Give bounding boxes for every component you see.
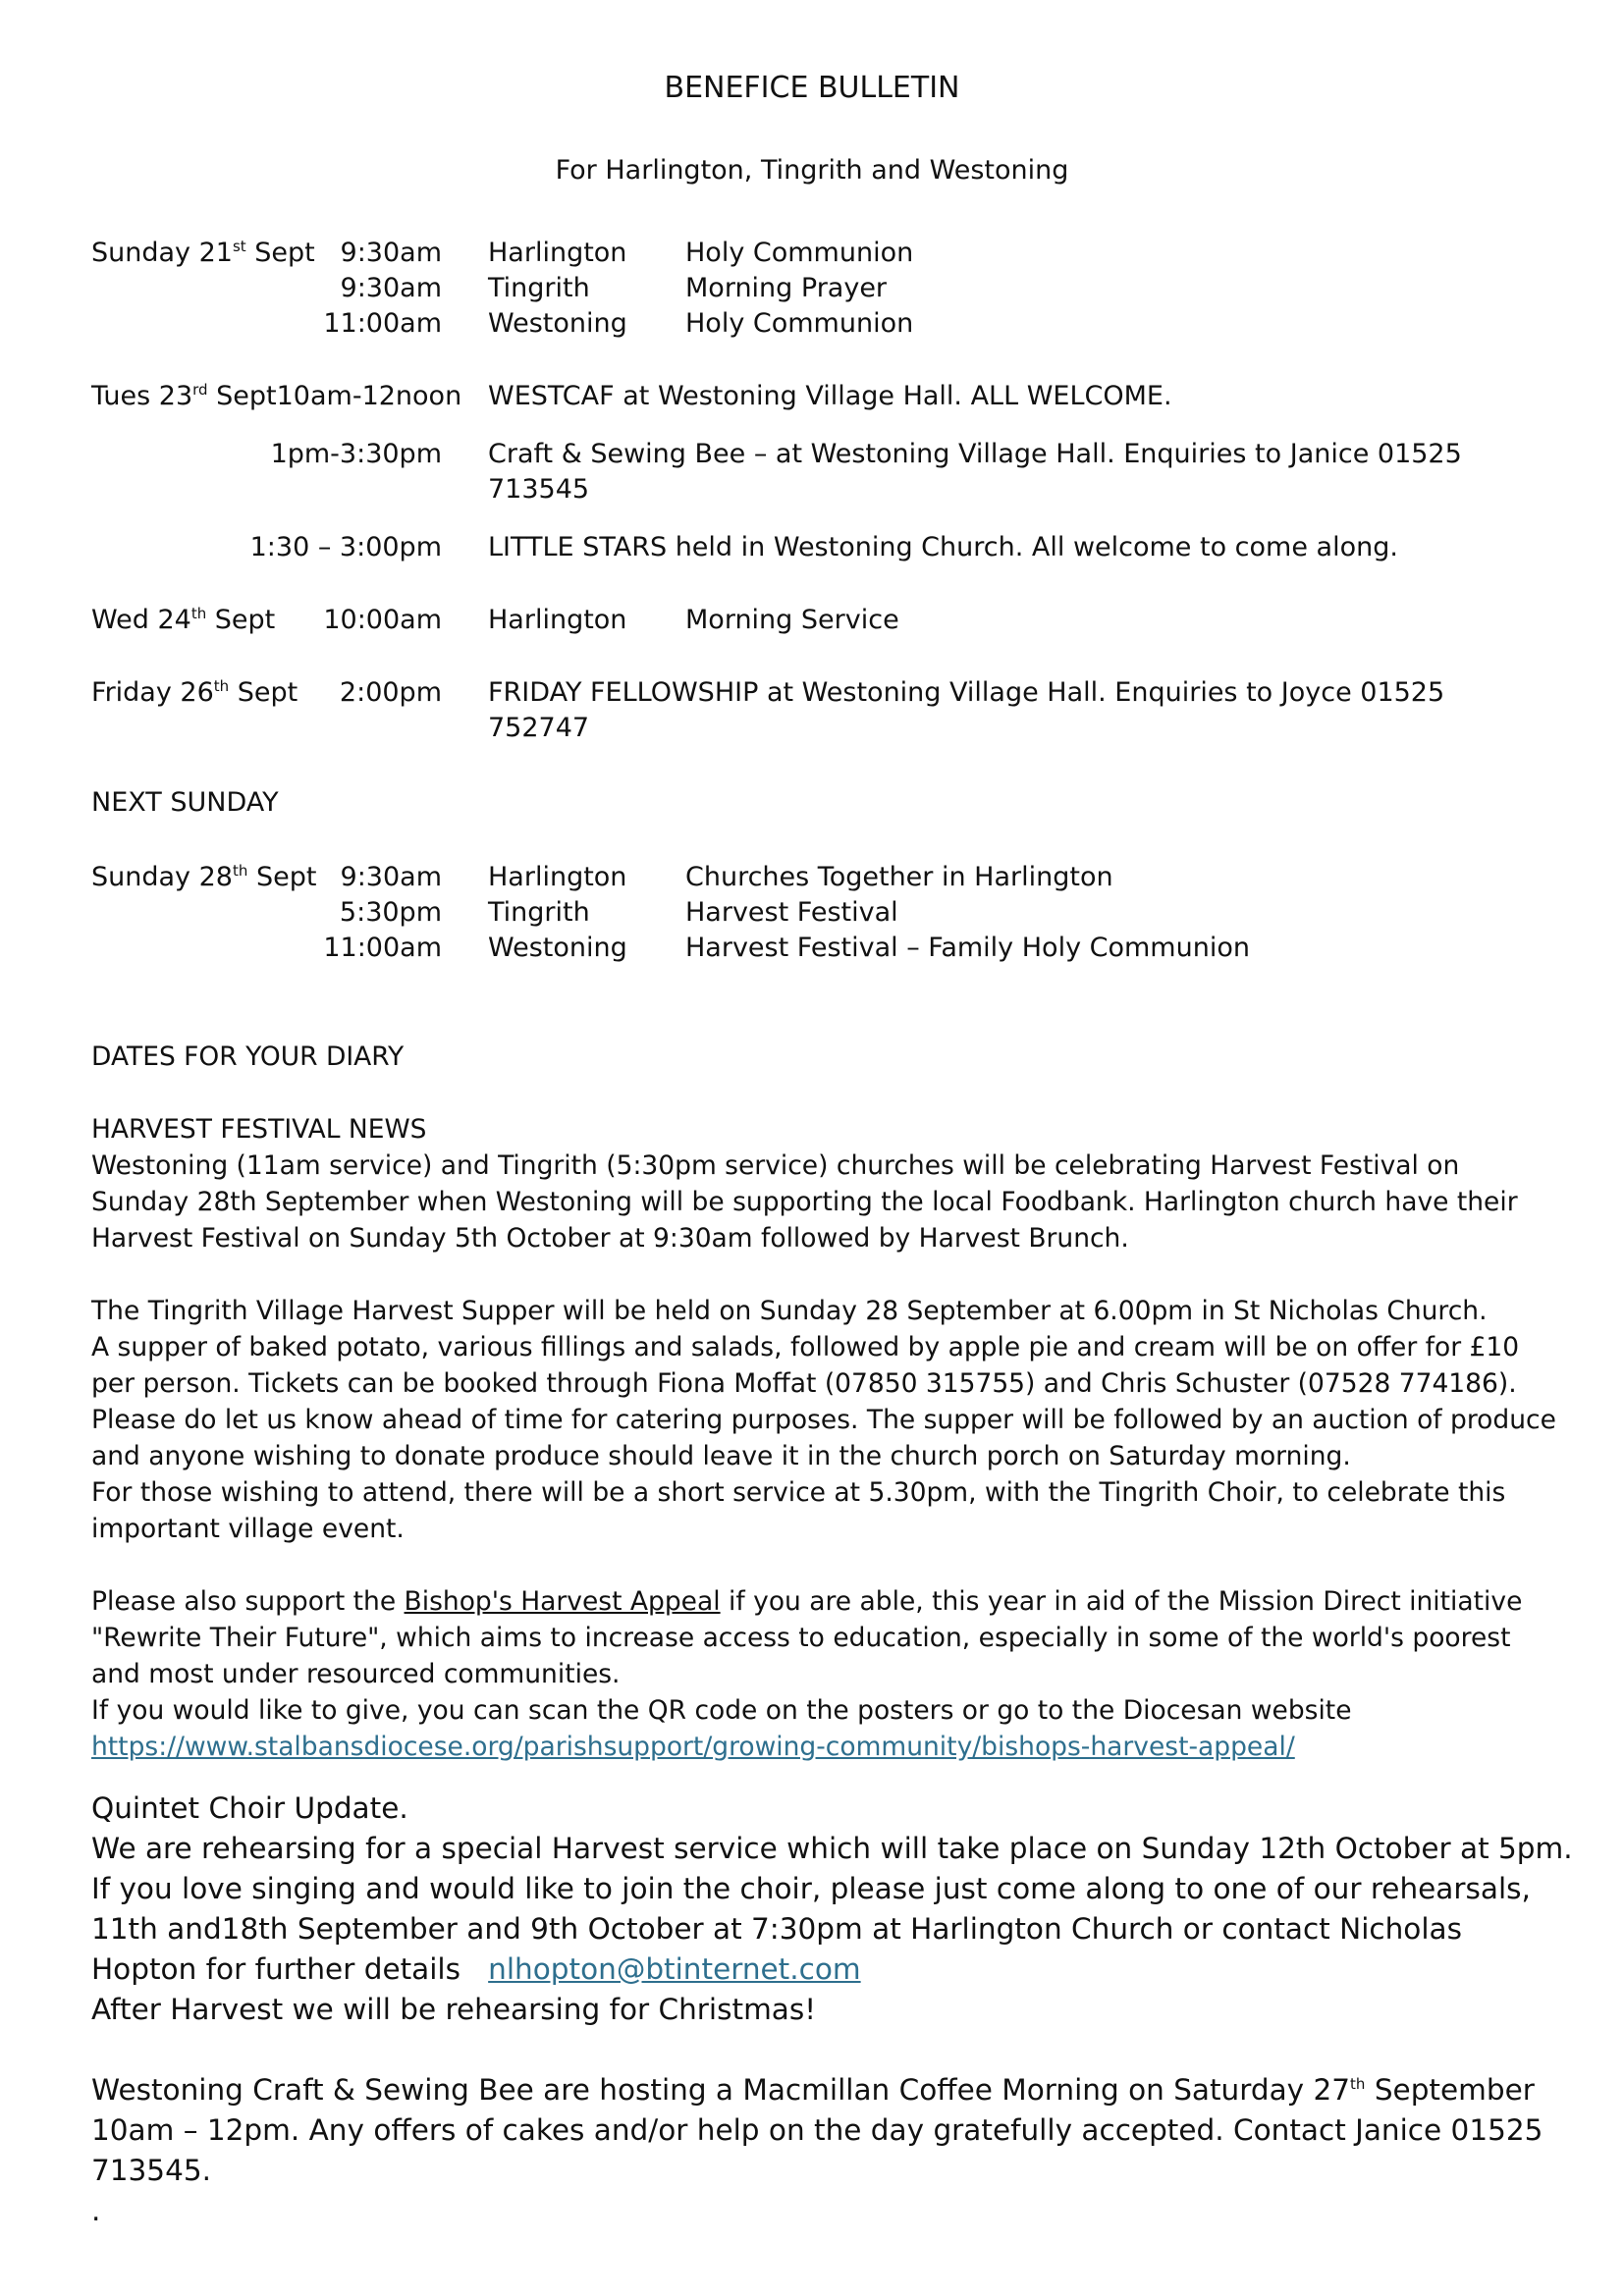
schedule-service: Churches Together in Harlington <box>685 862 1113 892</box>
schedule-time: 9:30am <box>340 273 442 303</box>
schedule-time: 5:30pm <box>339 897 442 928</box>
appeal-paragraph: Please also support the Bishop's Harvest Appeal if you are able, this year in aid of the Mission Direct initiative "Rewrite Their Future", which aims to increase access to education, especially in some of the world's poorest and most under resourced communities. <box>91 1586 1523 1689</box>
schedule-time: 9:30am <box>340 238 442 268</box>
supper-line-1: The Tingrith Village Harvest Supper will be held on Sunday 28 September at 6.00pm in St Nicholas Church. <box>91 1296 1488 1326</box>
email-link[interactable]: nlhopton@btinternet.com <box>488 1952 861 1986</box>
supper-line-3: For those wishing to attend, there will be a short service at 5.30pm, with the Tingrith Choir, to celebrate this important village event. <box>91 1477 1506 1544</box>
schedule-time: 9:30am <box>340 862 442 892</box>
schedule-day-fri26: Friday 26th Sept <box>91 677 298 708</box>
schedule-time: 1pm-3:30pm <box>270 439 442 469</box>
schedule-place: Westoning <box>488 933 627 963</box>
schedule-day-sun28: Sunday 28th Sept <box>91 862 317 892</box>
schedule-place: Harlington <box>488 238 627 268</box>
schedule-event-phone: 752747 <box>488 713 590 743</box>
harvest-heading: HARVEST FESTIVAL NEWS <box>91 1114 427 1145</box>
schedule-service: Harvest Festival – Family Holy Communion <box>685 933 1250 963</box>
schedule-day-sun21: Sunday 21st Sept <box>91 238 315 268</box>
schedule-place: Harlington <box>488 862 627 892</box>
schedule-service: Harvest Festival <box>685 897 898 928</box>
schedule-day-wed24: Wed 24th Sept <box>91 605 276 635</box>
schedule-place: Tingrith <box>488 897 590 928</box>
schedule-place: Harlington <box>488 605 627 635</box>
schedule-event-friday-fellowship: FRIDAY FELLOWSHIP at Westoning Village Hall. Enquiries to Joyce 01525 <box>488 677 1445 708</box>
trailing-dot: . <box>91 2194 101 2227</box>
schedule-event-westcaf: WESTCAF at Westoning Village Hall. ALL WELCOME. <box>488 381 1172 411</box>
quintet-section <box>91 1789 1574 2231</box>
schedule-time: 11:00am <box>323 933 442 963</box>
page-subtitle: For Harlington, Tingrith and Westoning <box>555 155 1069 186</box>
diary-section <box>91 1039 1564 1765</box>
macmillan-text: Westoning Craft & Sewing Bee are hosting a Macmillan Coffee Morning on Saturday 27th September 10am – 12pm. Any offers of cakes and/or help on the day gratefully accepted. Contact Janice 01525 713545. <box>91 2073 1543 2187</box>
diary-heading: DATES FOR YOUR DIARY <box>91 1041 405 1072</box>
schedule-time: 10:00am <box>323 605 442 635</box>
schedule-place: Tingrith <box>488 273 590 303</box>
supper-line-2: A supper of baked potato, various fillings and salads, followed by apple pie and cream will be on offer for £10 per person. Tickets can be booked through Fiona Moffat (07850 315755) and Chris Schuster (07528 774186). Please do let us know ahead of time for catering purposes. The supper will be followed by an auction of produce and anyone wishing to donate produce should leave it in the church porch on Saturday morning. <box>91 1332 1556 1471</box>
schedule-event-phone: 713545 <box>488 474 590 505</box>
next-sunday-heading: NEXT SUNDAY <box>91 787 279 818</box>
page-title: BENEFICE BULLETIN <box>664 71 960 105</box>
schedule-day-tue23: Tues 23rd Sept10am-12noon <box>91 381 462 411</box>
schedule-time: 1:30 – 3:00pm <box>249 532 442 562</box>
schedule-place: Westoning <box>488 308 627 339</box>
quintet-text: We are rehearsing for a special Harvest service which will take place on Sunday 12th October at 5pm. If you love singing and would like to join the choir, please just come along to one of our rehearsals, 11th and18th September and 9th October at 7:30pm at Harlington Church or contact Nicholas Hopton for further details nlhopton@btinternet.com <box>91 1832 1573 1986</box>
schedule-service: Holy Communion <box>685 238 914 268</box>
schedule-event-craft-bee: Craft & Sewing Bee – at Westoning Village Hall. Enquiries to Janice 01525 <box>488 439 1462 469</box>
diocese-link[interactable]: https://www.stalbansdiocese.org/parishsupport/growing-community/bishops-harvest-appeal/ <box>91 1732 1295 1762</box>
schedule-service: Morning Service <box>685 605 899 635</box>
schedule-time: 2:00pm <box>339 677 442 708</box>
give-text: If you would like to give, you can scan the QR code on the posters or go to the Diocesan website <box>91 1695 1352 1726</box>
harvest-text: Westoning (11am service) and Tingrith (5:30pm service) churches will be celebrating Harvest Festival on Sunday 28th September when Westoning will be supporting the local Foodbank. Harlington church have their Harvest Festival on Sunday 5th October at 9:30am followed by Harvest Brunch. <box>91 1150 1518 1254</box>
appeal-link[interactable]: Bishop's Harvest Appeal <box>404 1586 721 1617</box>
schedule-service: Holy Communion <box>685 308 914 339</box>
schedule-service: Morning Prayer <box>685 273 888 303</box>
quintet-after: After Harvest we will be rehearsing for Christmas! <box>91 1993 817 2026</box>
schedule-event-little-stars: LITTLE STARS held in Westoning Church. All welcome to come along. <box>488 532 1398 562</box>
quintet-heading: Quintet Choir Update. <box>91 1791 408 1825</box>
schedule-time: 11:00am <box>323 308 442 339</box>
